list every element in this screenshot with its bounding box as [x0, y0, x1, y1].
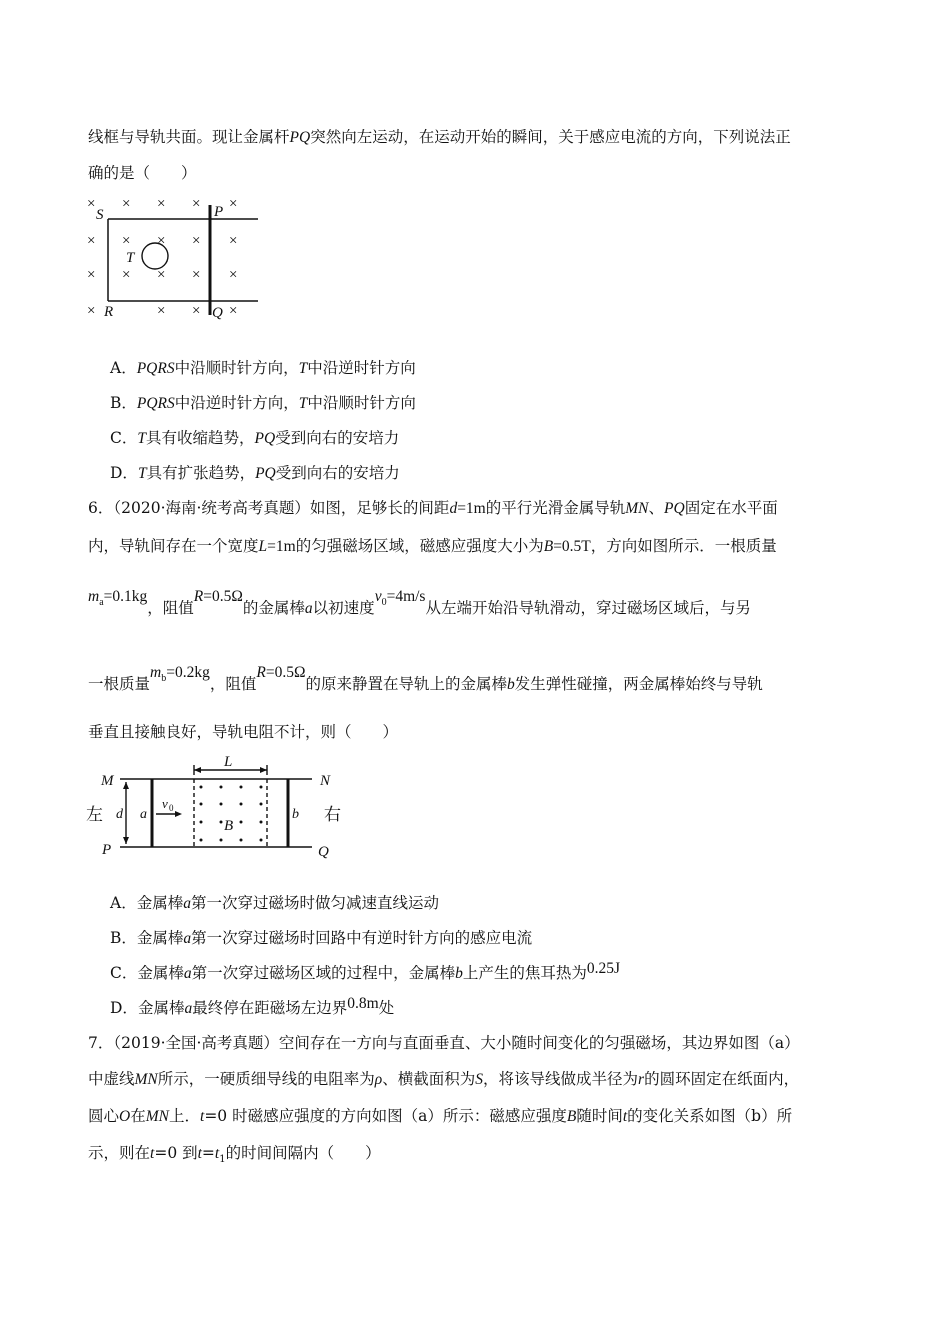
q5-option-d[interactable]: D．T具有扩张趋势，PQ受到向右的安培力: [110, 464, 400, 482]
cross-mark: ×: [157, 233, 166, 249]
label-v: v: [162, 796, 168, 811]
cross-mark: ×: [192, 196, 201, 212]
cross-mark: ×: [192, 303, 201, 319]
cross-mark: ×: [229, 267, 238, 283]
q5-option-a[interactable]: A．PQRS中沿顺时针方向，T中沿逆时针方向: [110, 359, 416, 377]
question-number: 6．: [88, 499, 114, 517]
q7-stem-line3: 圆心O在MN上．t=0 时磁感应强度的方向如图（a）所示：磁感应强度B随时间t的变化关系如图（b）所: [88, 1107, 793, 1125]
cross-mark: ×: [122, 233, 131, 249]
cross-mark: ×: [229, 303, 238, 319]
label-q: Q: [318, 844, 329, 860]
label-left: 左: [86, 805, 103, 824]
cross-mark: ×: [122, 267, 131, 283]
cross-mark: ×: [192, 233, 201, 249]
q6-stem-line2: 内，导轨间存在一个宽度L=1m的匀强磁场区域，磁感应强度大小为B=0.5T，方向如图所示．一根质量: [88, 537, 777, 555]
label-t: T: [126, 250, 135, 266]
cross-mark: ×: [87, 303, 96, 319]
label-m: M: [101, 773, 114, 789]
q6-stem-line5: 垂直且接触良好，导轨电阻不计，则（ ）: [88, 723, 399, 741]
label-b-field: B: [224, 818, 234, 834]
q5-option-b[interactable]: B．PQRS中沿逆时针方向，T中沿顺时针方向: [110, 394, 416, 412]
label-v-sub: 0: [169, 803, 174, 813]
q6-option-c[interactable]: C．金属棒a第一次穿过磁场区域的过程中，金属棒b上产生的焦耳热为0.25J: [110, 960, 621, 982]
label-l: L: [224, 754, 233, 770]
cross-mark: ×: [229, 233, 238, 249]
cross-mark: ×: [87, 267, 96, 283]
cross-mark: ×: [157, 196, 166, 212]
cross-mark: ×: [87, 233, 96, 249]
label-right: 右: [324, 805, 341, 824]
cross-mark: ×: [87, 196, 96, 212]
q5-stem-line2: 确的是（ ）: [88, 164, 197, 182]
q6-figure: [84, 752, 354, 864]
label-p: P: [214, 204, 224, 220]
cross-mark: ×: [229, 196, 238, 212]
question-number: 7．: [88, 1034, 114, 1052]
cross-mark: ×: [122, 196, 131, 212]
q5-option-c[interactable]: C．T具有收缩趋势，PQ受到向右的安培力: [110, 429, 400, 447]
label-a: a: [140, 807, 147, 822]
q7-stem-line2: 中虚线MN所示，一硬质细导线的电阻率为ρ、横截面积为S，将该导线做成半径为r的圆环固定在纸面内，: [88, 1070, 800, 1088]
cross-mark: ×: [157, 267, 166, 283]
q6-option-d[interactable]: D．金属棒a最终停在距磁场左边界0.8m处: [110, 995, 395, 1017]
q7-stem-line4: 示，则在t=0 到$t=t_1$的时间间隔内（ ）: [88, 1144, 381, 1166]
q5-figure: [84, 190, 264, 325]
label-p: P: [102, 842, 112, 858]
rod-pq: PQ: [289, 129, 311, 146]
label-n: N: [320, 773, 331, 789]
label-r: R: [104, 304, 114, 320]
label-d: d: [116, 807, 123, 822]
cross-mark: ×: [157, 303, 166, 319]
cross-mark: ×: [192, 267, 201, 283]
label-b: b: [292, 807, 299, 822]
q6-option-a[interactable]: A．金属棒a第一次穿过磁场时做匀减速直线运动: [110, 894, 439, 912]
label-q: Q: [212, 305, 223, 321]
q7-stem-line1: 7．（2019·全国·高考真题）空间存在一方向与直面垂直、大小随时间变化的匀强磁场，其边界如图（a）: [88, 1034, 800, 1052]
label-s: S: [96, 207, 104, 223]
q6-option-b[interactable]: B．金属棒a第一次穿过磁场时回路中有逆时针方向的感应电流: [110, 929, 533, 947]
q5-stem-line1: 线框与导轨共面。现让金属杆PQ突然向左运动，在运动开始的瞬间，关于感应电流的方向，下列说法正: [88, 128, 791, 146]
q6-stem-line4: 一根质量$m_b=0.2kg$，阻值R=0.5Ω的原来静置在导轨上的金属棒b发生弹性碰撞，两金属棒始终与导轨: [88, 664, 763, 693]
q6-stem-line3: $m_a=0.1kg$，阻值R=0.5Ω的金属棒a以初速度$v_0=4m/s$从左端开始沿导轨滑动，穿过磁场区域后，与另: [88, 588, 751, 617]
q6-stem-line1: 6．（2020·海南·统考高考真题）如图，足够长的间距d=1m的平行光滑金属导轨MN、PQ固定在水平面: [88, 499, 778, 517]
